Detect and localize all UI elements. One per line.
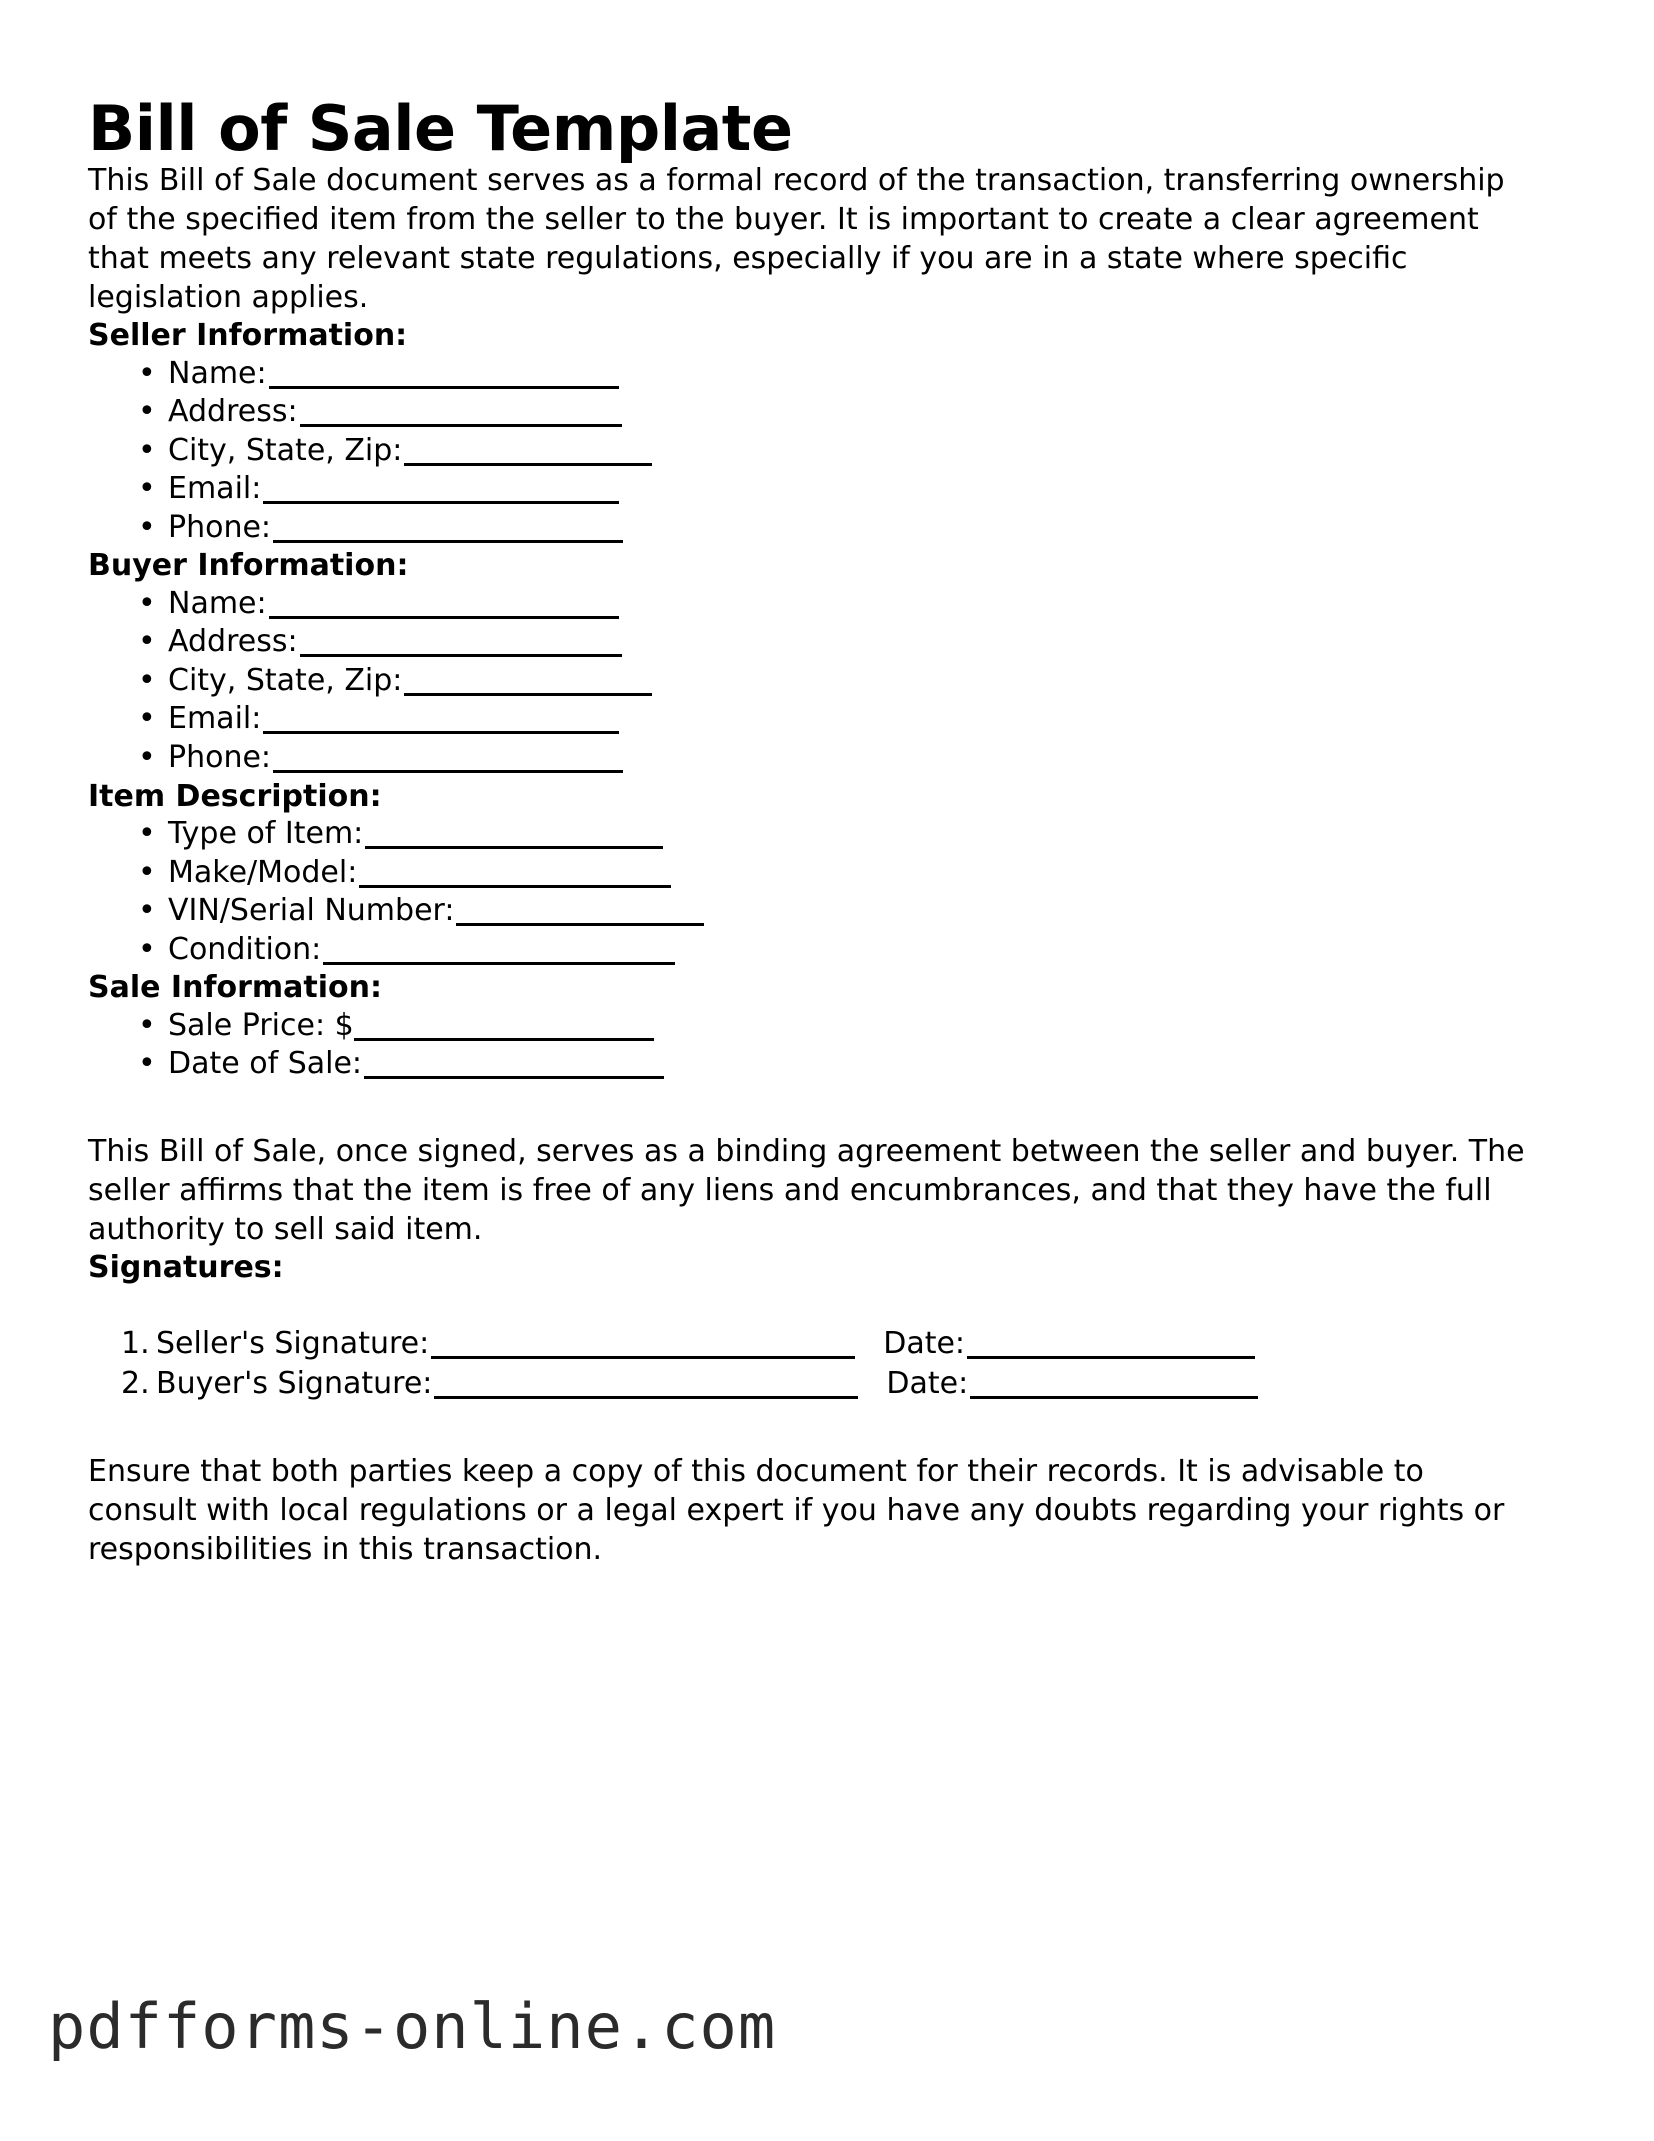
form-field-row — [88, 739, 1568, 778]
form-field-blank-line[interactable] — [263, 730, 619, 734]
form-field-blank-line[interactable] — [354, 1037, 654, 1041]
form-field-blank-line[interactable] — [300, 423, 622, 427]
form-field-row — [88, 854, 1568, 893]
form-field-row — [88, 432, 1568, 471]
form-field-row — [88, 509, 1568, 548]
signature-date-blank-line[interactable] — [970, 1395, 1258, 1399]
form-field-blank-line[interactable] — [404, 462, 652, 466]
form-field-row — [88, 931, 1568, 970]
form-field-label: Make/Model: — [168, 854, 358, 890]
watermark-pdfforms-online: pdfforms-online.com — [48, 1990, 777, 2063]
seller-field-list — [88, 355, 1568, 548]
form-field-blank-line[interactable] — [365, 845, 663, 849]
form-field-row — [88, 585, 1568, 624]
form-field-blank-line[interactable] — [269, 385, 619, 389]
section-heading-seller: Seller Information: — [88, 318, 408, 354]
page-title: Bill of Sale Template — [88, 92, 793, 165]
form-field-row — [88, 470, 1568, 509]
form-field-label: City, State, Zip: — [168, 662, 403, 698]
buyer-field-list — [88, 585, 1568, 778]
form-field-blank-line[interactable] — [404, 692, 652, 696]
form-field-row — [88, 700, 1568, 739]
document-content — [88, 92, 1568, 1569]
section-heading-item: Item Description: — [88, 778, 382, 814]
form-field-label: Condition: — [168, 931, 322, 967]
signature-blank-line[interactable] — [434, 1395, 858, 1399]
signature-blank-line[interactable] — [431, 1355, 855, 1359]
form-field-row — [88, 393, 1568, 432]
form-field-label: Phone: — [168, 740, 272, 776]
sale-field-list — [88, 1007, 1568, 1084]
closing-paragraph: Ensure that both parties keep a copy of this document for their records. It is advisable to consult with local regulations or a legal expert if you have any doubts regarding your rights or responsibilities in this transaction. — [88, 1453, 1505, 1567]
form-field-label: Sale Price: $ — [168, 1007, 354, 1043]
form-field-label: Email: — [168, 471, 262, 507]
form-field-label: Type of Item: — [168, 816, 364, 852]
signature-date-label: Date: — [883, 1326, 966, 1362]
form-field-label: Address: — [168, 394, 298, 430]
signature-date-blank-line[interactable] — [967, 1355, 1255, 1359]
section-heading-buyer: Buyer Information: — [88, 548, 409, 584]
form-field-label: VIN/Serial Number: — [168, 893, 455, 929]
form-field-blank-line[interactable] — [273, 769, 623, 773]
form-field-label: Name: — [168, 355, 267, 391]
form-field-row — [88, 623, 1568, 662]
form-field-row — [88, 815, 1568, 854]
form-field-row — [88, 1007, 1568, 1046]
form-field-blank-line[interactable] — [269, 615, 619, 619]
form-field-blank-line[interactable] — [273, 539, 623, 543]
form-field-label: Phone: — [168, 509, 272, 545]
form-field-label: City, State, Zip: — [168, 432, 403, 468]
form-field-row — [88, 892, 1568, 931]
signature-label: Buyer's Signature: — [156, 1365, 433, 1401]
form-field-row — [88, 355, 1568, 394]
signature-list — [88, 1324, 1568, 1403]
section-heading-signatures: Signatures: — [88, 1249, 284, 1285]
form-field-blank-line[interactable] — [263, 500, 619, 504]
form-field-blank-line[interactable] — [359, 884, 671, 888]
signature-label: Seller's Signature: — [156, 1326, 430, 1362]
form-field-label: Address: — [168, 624, 298, 660]
form-field-label: Name: — [168, 585, 267, 621]
intro-paragraph: This Bill of Sale document serves as a formal record of the transaction, transferring ownership of the specified item from the seller to the buyer. It is important to create a clear agreement that meets any relevant state regulations, especially if you are in a state where specific legislation applies. — [88, 163, 1505, 316]
signature-date-label: Date: — [886, 1365, 969, 1401]
form-field-row — [88, 662, 1568, 701]
item-field-list — [88, 815, 1568, 969]
signature-row — [88, 1324, 1568, 1364]
form-field-blank-line[interactable] — [456, 922, 704, 926]
form-field-blank-line[interactable] — [323, 961, 675, 965]
form-field-blank-line[interactable] — [364, 1075, 664, 1079]
form-field-label: Date of Sale: — [168, 1046, 363, 1082]
section-heading-sale: Sale Information: — [88, 970, 382, 1006]
signature-row — [88, 1364, 1568, 1404]
form-field-label: Email: — [168, 701, 262, 737]
form-field-blank-line[interactable] — [300, 653, 622, 657]
form-field-row — [88, 1045, 1568, 1084]
binding-paragraph: This Bill of Sale, once signed, serves as a binding agreement between the seller and buyer. The seller affirms that the item is free of any liens and encumbrances, and that they have the full authority to sell said item. — [88, 1133, 1525, 1247]
